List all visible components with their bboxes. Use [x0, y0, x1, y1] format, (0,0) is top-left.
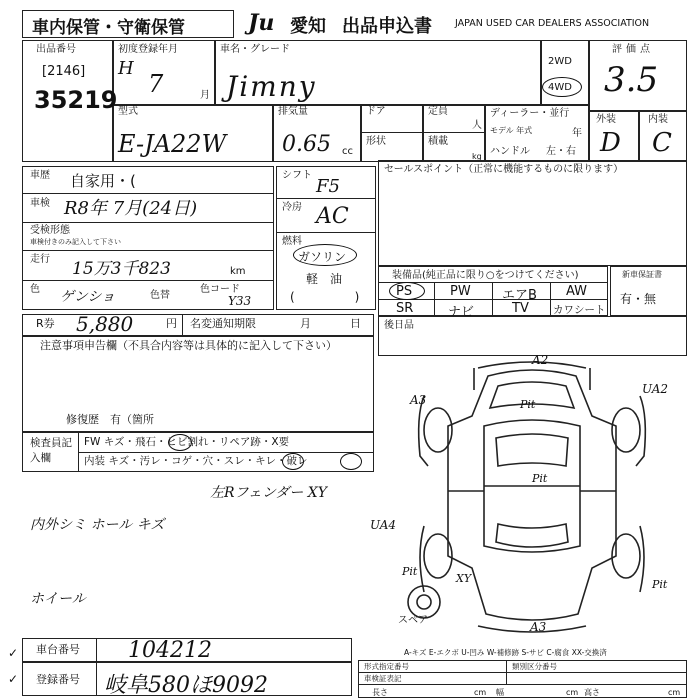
cc-unit: cc	[342, 146, 353, 157]
dmg-a3-bottom: A3	[530, 620, 547, 634]
color-code-value: Y33	[228, 294, 252, 308]
shape-label: 形状	[366, 136, 386, 147]
fuel-diesel: 軽 油	[306, 272, 343, 286]
dmg-pit-mid: Pit	[532, 472, 548, 485]
dmg-a3-left: A3	[410, 393, 427, 407]
note-line-3: ホイール	[30, 591, 86, 607]
mileage-value: 15万3千823	[72, 259, 171, 279]
lot-small: [2146]	[42, 64, 86, 79]
km-unit: km	[230, 266, 246, 277]
fuel-gas: ガソリン	[298, 250, 347, 264]
dmg-ua2-right: UA2	[642, 382, 669, 396]
grade: 3.5	[604, 60, 659, 100]
dmg-ua4: UA4	[370, 518, 397, 532]
height-cm: cm	[668, 688, 681, 697]
inspection-label: 車検	[30, 198, 50, 209]
equip-aw: AW	[566, 284, 588, 299]
next-item-label: 後日品	[384, 320, 414, 331]
lot-number: 35219	[34, 86, 118, 114]
displacement-label: 排気量	[278, 106, 308, 117]
cert-label: 車検証表記	[364, 674, 402, 683]
model-name: Jimny	[226, 70, 317, 103]
exterior-grade: D	[600, 128, 621, 158]
damage-legend: A-キズ E-エクボ U-凹み W-補修跡 S-サビ C-腐食 XX-交換済	[404, 648, 607, 657]
fuel-paren: ( )	[290, 290, 360, 304]
reg-year: 7	[148, 70, 164, 98]
tax-month: 月	[300, 317, 311, 330]
recycle-yen: 円	[166, 317, 177, 330]
sales-point-box	[378, 160, 687, 266]
model-label: 車名・グレード	[220, 44, 290, 55]
width-label: 幅	[496, 688, 504, 697]
equipment-label: 装備品(純正品に限り○をつけてください)	[392, 270, 579, 281]
grade-label: 評価点	[612, 44, 654, 55]
year-unit: 年	[572, 128, 582, 139]
dmg-xy-left: XY	[456, 572, 472, 585]
equip-ps: PS	[396, 284, 413, 299]
note-line-1: 左Rフェンダー XY	[210, 485, 327, 501]
dmg-pit-right: Pit	[652, 578, 668, 591]
recv-note: 車検付きのみ記入して下さい	[30, 238, 121, 246]
storage-label: 車内保管・守衛保管	[32, 18, 185, 38]
model-no-label: 形式指定番号	[364, 662, 409, 671]
equip-ps-circle	[389, 282, 425, 300]
next-item-box	[378, 316, 687, 356]
chassis-value: 104212	[128, 638, 212, 663]
color-value: ゲンショ	[60, 289, 116, 305]
type-value: E-JA22W	[118, 130, 227, 158]
equip-navi: ナビ	[448, 305, 475, 320]
mark-worn-circle	[282, 453, 304, 470]
note-line-2: 内外シミ ホール キズ	[30, 517, 165, 533]
era: H	[118, 58, 134, 79]
fuel-gas-circle	[293, 244, 357, 266]
check-mark-1: ✓	[8, 646, 19, 660]
door-label: ドア	[366, 106, 386, 117]
ju-logo: Ju	[248, 10, 275, 36]
recycle-amount: 5,880	[76, 312, 134, 336]
reg-label: 登録番号	[36, 673, 80, 686]
width-cm: cm	[566, 688, 579, 697]
warranty-options: 有・無	[620, 292, 657, 306]
exterior-label: 外装	[596, 114, 616, 125]
lot-label: 出品番号	[36, 44, 76, 55]
interior-label: 内装	[648, 114, 668, 125]
repair-label: 修復歴 有（箇所	[66, 413, 154, 426]
notes-label: 注意事項申告欄（不具合内容等は具体的に記入して下さい）	[40, 339, 337, 352]
drive-4wd-circle	[542, 77, 582, 97]
kg-unit: kg	[472, 152, 482, 161]
person-unit: 人	[472, 120, 482, 131]
equip-tv: TV	[512, 301, 529, 316]
equip-sr: SR	[396, 301, 414, 316]
dmg-pit-left: Pit	[402, 565, 418, 578]
equip-pw: PW	[450, 284, 471, 299]
handle-label: ハンドル	[490, 146, 530, 157]
first-reg-label: 初度登録年月	[118, 44, 178, 55]
inspector-label: 検査員記入欄	[30, 437, 72, 464]
inspection-value: R8年 7月(24日)	[64, 198, 198, 219]
model-year-label: モデル 年式	[490, 126, 533, 135]
mark-torn-circle	[340, 453, 362, 470]
history-value: 自家用・(	[70, 172, 136, 190]
repaint-label: 色替	[150, 290, 170, 301]
shift-label: シフト	[282, 170, 312, 181]
mileage-label: 走行	[30, 254, 50, 265]
load-label: 積載	[428, 136, 448, 147]
type-label: 型式	[118, 106, 138, 117]
history-label: 車歴	[30, 170, 50, 181]
spare-label: スペア	[398, 615, 428, 626]
interior-grade: C	[652, 128, 672, 158]
association-name: JAPAN USED CAR DEALERS ASSOCIATION	[455, 18, 650, 29]
interior-row: 内装 キズ・汚レ・コゲ・穴・スレ・キレ・破レ	[84, 455, 308, 467]
capacity-label: 定員	[428, 106, 448, 117]
org-name: 愛知	[290, 16, 326, 37]
fw-row: FW キズ・飛石・ヒビ割れ・リペア跡・X要	[84, 436, 290, 448]
dmg-pit-top: Pit	[520, 398, 536, 411]
displacement-value: 0.65	[282, 132, 331, 157]
dmg-a2-top: A2	[532, 353, 549, 367]
recv-label: 受検形態	[30, 225, 70, 236]
equip-airbag: エアB	[502, 288, 537, 303]
dealer-label: ディーラー・並行	[490, 108, 570, 119]
ac-label: 冷房	[282, 202, 302, 213]
recycle-label: R券	[36, 317, 55, 330]
reg-value: 岐阜580ほ9092	[104, 673, 268, 698]
length-cm: cm	[474, 688, 487, 697]
drive-2wd: 2WD	[548, 56, 572, 67]
height-label: 高さ	[584, 688, 600, 697]
sales-point-label: セールスポイント（正常に機能するものに限ります）	[384, 164, 624, 175]
check-mark-2: ✓	[8, 672, 19, 686]
drive-4wd: 4WD	[548, 82, 572, 93]
mark-stone-circle	[168, 434, 192, 451]
tax-day: 日	[350, 317, 361, 330]
warranty-label: 新車保証書	[622, 270, 662, 279]
handle-options: 左・右	[546, 146, 576, 157]
month-unit: 月	[200, 90, 210, 101]
fuel-label: 燃料	[282, 236, 302, 247]
doc-title: 出品申込書	[342, 16, 432, 37]
tax-label: 名変通知期限	[190, 317, 256, 330]
chassis-label: 車台番号	[36, 643, 80, 656]
class-no-label: 類別区分番号	[512, 662, 557, 671]
color-code-label: 色コード	[200, 284, 240, 295]
shift-value: F5	[316, 176, 340, 197]
equip-seat: カワシート	[553, 304, 606, 316]
color-label: 色	[30, 284, 40, 295]
length-label: 長さ	[372, 688, 388, 697]
ac-value: AC	[316, 204, 349, 229]
